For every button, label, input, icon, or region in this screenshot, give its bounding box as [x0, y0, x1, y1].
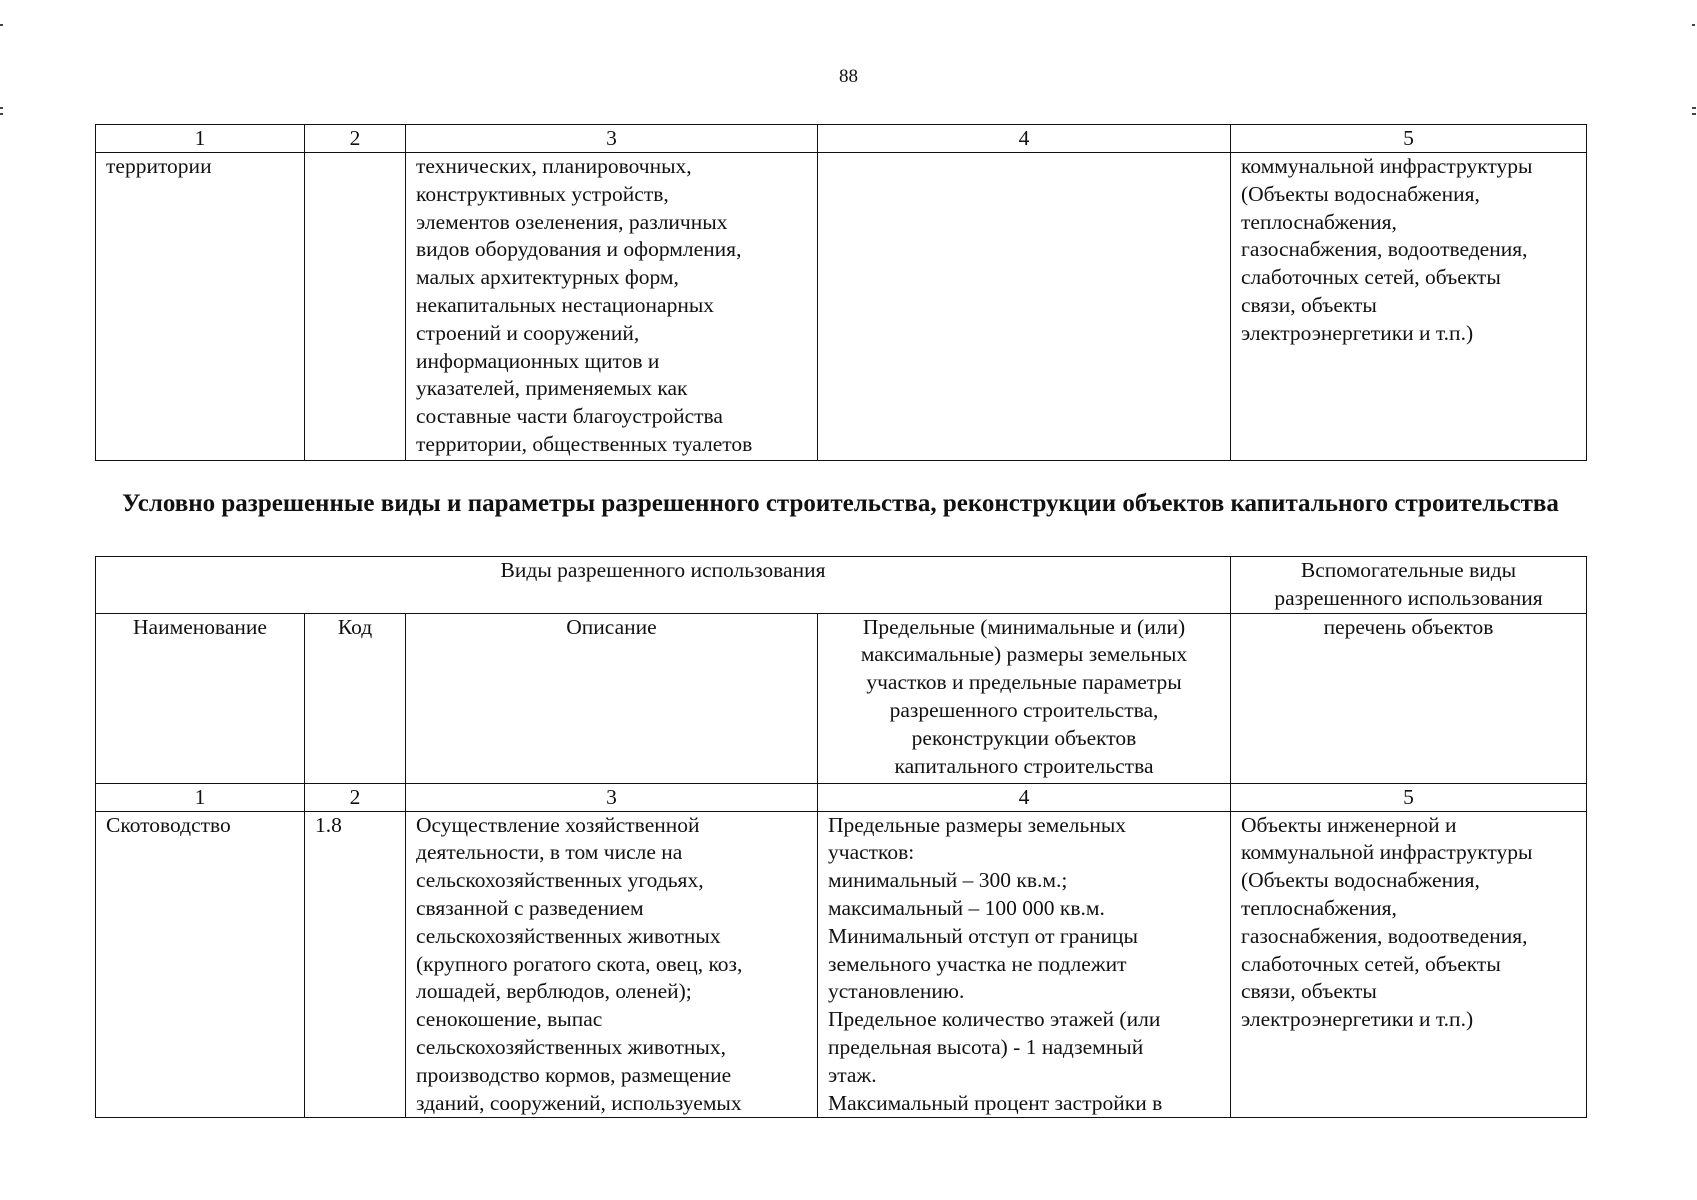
column-number: 1 — [96, 783, 305, 811]
auxiliary-cell — [1231, 153, 1587, 461]
group-header-row — [96, 557, 1587, 614]
scan-mark — [1692, 24, 1695, 26]
column-number: 2 — [305, 783, 406, 811]
description-cell — [406, 153, 818, 461]
description-header: Описание — [406, 613, 818, 783]
column-number: 5 — [1231, 783, 1587, 811]
scan-mark — [0, 24, 3, 26]
description-cell — [406, 811, 818, 1118]
params-header — [818, 613, 1231, 783]
column-number: 3 — [406, 783, 818, 811]
column-number: 4 — [818, 125, 1231, 153]
column-number: 4 — [818, 783, 1231, 811]
scan-mark — [1692, 113, 1696, 115]
section-title: Условно разрешенные виды и параметры разрешенного строительства, реконструкции объектов капитального строительства — [122, 490, 1559, 517]
continuation-table — [95, 124, 1587, 461]
name-cell — [96, 153, 305, 461]
auxiliary-text: Объекты инженерной и коммунальной инфраструктуры (Объекты водоснабжения, теплоснабжения, газоснабжения, водоотведения, слаботочных сетей, объекты связи, объекты электроэнергетики и т.п.) — [1241, 812, 1533, 1032]
permitted-use-table — [95, 556, 1587, 1118]
name-header: Наименование — [96, 613, 305, 783]
auxiliary-header: перечень объектов — [1231, 613, 1587, 783]
code-cell — [305, 811, 406, 1118]
code-text: 1.8 — [315, 812, 342, 837]
table-row — [96, 153, 1587, 461]
description-text: Осуществление хозяйственной деятельности, в том числе на сельскохозяйственных угодьях, связанной с разведением сельскохозяйственных животных (крупного рогатого скота, овец, коз, лошадей, верблюдов, оленей); сенокошение, выпас сельскохозяйственных животных, производство кормов, размещение зданий, сооружений, используемых — [416, 812, 743, 1115]
params-cell — [818, 153, 1231, 461]
params-text: Предельные размеры земельных участков: минимальный – 300 кв.м.; максимальный – 100 000 кв.м. Минимальный отступ от границы земельного участка не подлежит установлению. Предельное количество этажей (или предельная высота) - 1 надземный этаж. Максимальный процент застройки в — [828, 812, 1163, 1115]
name-text: территории — [106, 154, 212, 178]
column-number: 2 — [305, 125, 406, 153]
main-uses-header: Виды разрешенного использования — [96, 557, 1231, 614]
column-number-row — [96, 783, 1587, 811]
page-number: 88 — [839, 66, 858, 87]
params-cell — [818, 811, 1231, 1118]
column-number: 1 — [96, 125, 305, 153]
column-number: 5 — [1231, 125, 1587, 153]
description-text: технических, планировочных, конструктивных устройств, элементов озеленения, различных видов оборудования и оформления, малых архитектурных форм, некапитальных нестационарных строений и сооружений, информационных щитов и указателей, применяемых как составные части благоустройства территории, общественных туалетов — [416, 154, 753, 456]
params-header-text: Предельные (минимальные и (или) максимальные) размеры земельных участков и предельные параметры разрешенного строительства, реконструкции объектов капитального строительства — [860, 614, 1188, 778]
column-number-row — [96, 125, 1587, 153]
code-cell — [305, 153, 406, 461]
column-header-row — [96, 613, 1587, 783]
scan-mark — [1692, 107, 1696, 109]
column-number: 3 — [406, 125, 818, 153]
scan-mark — [0, 107, 3, 109]
auxiliary-cell — [1231, 811, 1587, 1118]
auxiliary-uses-header: Вспомогательные виды разрешенного использования — [1231, 557, 1587, 614]
auxiliary-text: коммунальной инфраструктуры (Объекты водоснабжения, теплоснабжения, газоснабжения, водоотведения, слаботочных сетей, объекты связи, объекты электроэнергетики и т.п.) — [1241, 154, 1533, 345]
code-header: Код — [305, 613, 406, 783]
table-row — [96, 811, 1587, 1118]
name-cell — [96, 811, 305, 1118]
scan-mark — [0, 113, 3, 115]
name-text: Скотоводство — [106, 812, 231, 837]
